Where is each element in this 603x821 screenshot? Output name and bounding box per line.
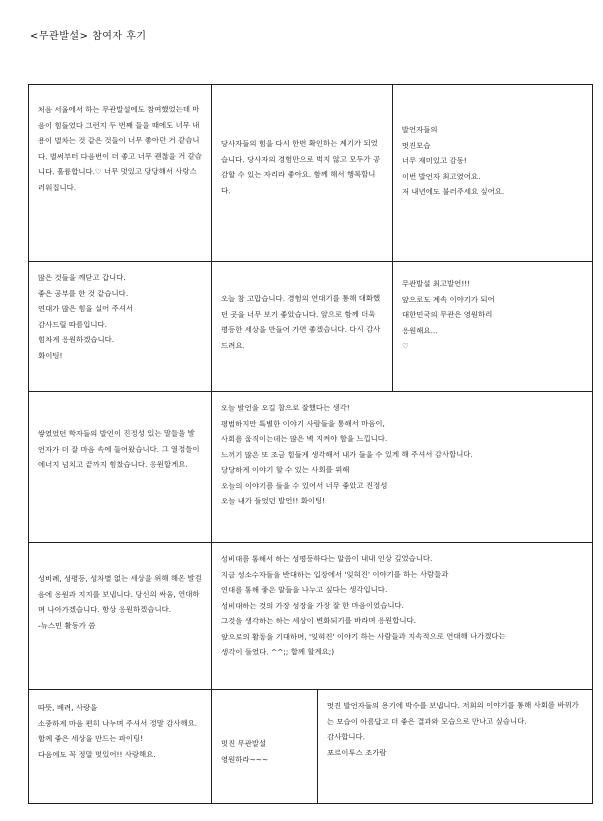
row-divider-4 <box>28 689 593 690</box>
comment-cell: 무관발설 최고발언!!! 앞으로도 계속 이야기가 되어 대한민국의 무관은 영원하리 응원해요... ♡ <box>401 279 495 351</box>
comment-cell: 발언자들의 멋진모습 너무 재미있고 감동! 이번 발언자 최고였어요. 저 내년에도 불러주세요 싶어요. <box>401 125 505 197</box>
row-divider-2 <box>28 391 593 392</box>
col-divider-c <box>211 391 212 689</box>
page-title: <무관발설> 참여자 후기 <box>30 31 147 42</box>
table-border-top <box>28 84 593 85</box>
table-border-bottom <box>28 803 593 804</box>
comment-cell: 쌓였었던 학자들의 발언이 진정성 있는 말들을 발언자가 더 잘 마음 속에 들어왔습니다. 그 열정들이 에너지 넘치고 끝까지 힘찼습니다. 응원할게요. <box>37 428 202 470</box>
col-divider-e <box>317 689 318 803</box>
row-divider-1 <box>28 261 593 262</box>
comment-cell: 멋진 발언자들의 용기에 박수를 보냅니다. 저희의 이야기를 통해 사회를 바꿔가는 모습이 아름답고 더 좋은 결과와 모습으로 만나고 싶습니다. 감사합니다. 포르이투스 조가람 <box>326 700 579 757</box>
comment-cell: 당사자들의 힘을 다시 한번 확인하는 계기가 되었습니다. 당사자의 경험만으로 벅지 않고 모두가 공감할 수 있는 자리라 좋아요. 함께 해서 행복합니다. <box>220 138 381 195</box>
col-divider-b <box>392 84 393 391</box>
comment-cell: 오늘 참 고맙습니다. 경험의 연대기를 통해 대화했던 곳을 너무 보기 좋았습니다. 앞으로 함께 더욱 평등한 세상을 만들어 가면 좋겠습니다. 다시 감사드려요. <box>220 293 381 350</box>
col-divider-d <box>211 689 212 803</box>
table-border-left <box>28 84 29 804</box>
comment-cell: 많은 것들을 깨닫고 갑니다. 좋은 공부를 한 것 같습니다. 연대가 많은 힘을 실어 주셔서 감사드릴 따름입니다. 힘차게 응원하겠습니다. 화이팅! <box>37 272 134 360</box>
table-border-right <box>592 84 593 804</box>
comment-cell: 처음 서울에서 하는 무관발설에도 참여했었는데 마음이 힘들었다 그런지 두 번째 들을 때에도 너무 내용이 벌차는 것 같은 것들이 너무 좋아던 거 같습니다. 벌써부터 다음번이 더 좋고 너무 괜찮을 거 같습니다. 훌륭합니다.♡ 너무 멋있고 당당해서 사랑스러워집니다. <box>37 104 202 192</box>
comment-cell: 멋진 무관발설 영원하라~~~ <box>220 738 269 764</box>
row-divider-3 <box>28 542 593 543</box>
comment-cell: 따뜻, 배려, 사랑을 소중하게 마음 편히 나누며 주셔서 정말 감사해요. 함께 좋은 세상을 만드는 파이팅! 다음에도 꼭 정말 멋있어!! 사랑해요. <box>37 703 198 759</box>
comment-cell: 성비례, 성평등, 성차별 없는 세상을 위해 해온 발걸음에 응원과 지지를 보냅니다. 당신의 싸움, 연대하며 나아가겠습니다. 항상 응원하겠습니다. -뉴스민 활동가 씀 <box>37 573 202 630</box>
comment-cell: 성비대를 통해서 하는 성평등하다는 말씀이 내내 인상 깊었습니다. 지금 성소수자들을 반대하는 입장에서 '잊혀진' 이야기를 하는 사람들과 연대를 통해 좋은 말들을 나누고 싶다는 생각입니다. 성비대하는 것의 가장 성장을 가장 잘 한 마음이었습니다. 그것을 생각하는 하는 세상이 변화되기를 바라며 응원합니다. 앞으로의 활동을 기대하며, '잊혀진' 이야기 하는 사람들과 지속적으로 연대해 나가겠다는 생각이 들었다. ^^;; 함께 할게요;) <box>220 553 506 657</box>
comment-cell: 오늘 발언을 오길 참으로 잘했다는 생각! 평범하지만 특별한 이야기 사람들을 통해서 마음이, 사회를 움직이는데는 많은 벽 지켜야 함을 느낍니다. 느끼기 많은 또 조금 힘들게 생각해서 내가 들을 수 있게 해 주셔서 감사합니다. 당당하게 이야기 할 수 있는 사회를 위해 오늘의 이야기를 들을 수 있어서 너무 좋았고 진정성 오늘 내가 들었던 발언!! 화이팅! <box>220 403 473 506</box>
col-divider-a <box>211 84 212 391</box>
